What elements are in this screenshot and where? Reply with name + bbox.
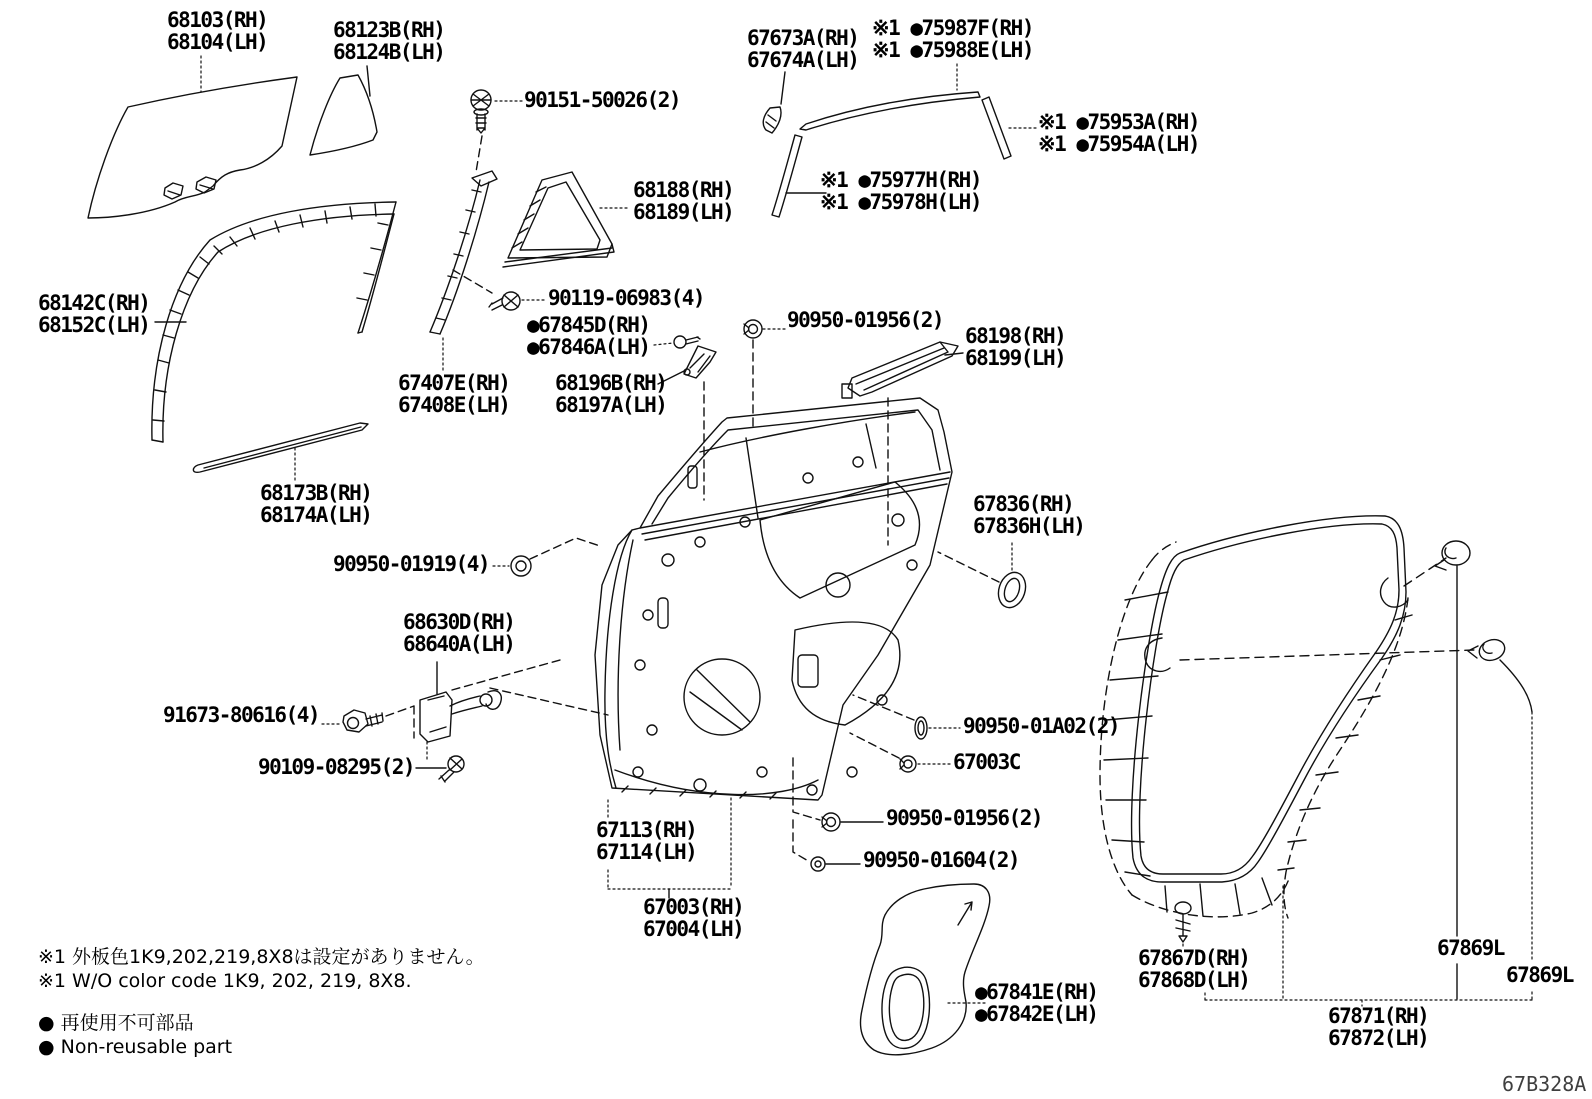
access-grommet-icon bbox=[938, 543, 1030, 611]
label-door-panel: 67113(RH) 67114(LH) bbox=[596, 818, 697, 864]
door-check-drawing bbox=[420, 660, 608, 762]
label-moulding-rear: ※1 ●75953A(RH) ※1 ●75954A(LH) bbox=[1038, 110, 1199, 156]
label-moulding-upper: ※1 ●75987F(RH) ※1 ●75988E(LH) bbox=[872, 16, 1033, 62]
belt-moulding-drawing bbox=[193, 423, 368, 481]
door-panel-drawing bbox=[595, 398, 952, 800]
grommet-upper-icon bbox=[744, 320, 785, 428]
label-access-grommet: 67836(RH) 67836H(LH) bbox=[973, 492, 1085, 538]
grommet-lower-icon bbox=[793, 758, 883, 862]
label-grommet-a02: 90950-01A02(2) bbox=[963, 714, 1120, 738]
note-color-en: ※1 W/O color code 1K9, 202, 219, 8X8. bbox=[38, 970, 412, 992]
retainer-clip-icon bbox=[1435, 541, 1470, 999]
label-door-glass: 68103(RH) 68104(LH) bbox=[167, 8, 268, 54]
belt-bracket-drawing bbox=[842, 342, 963, 545]
door-outline-hatching bbox=[1104, 592, 1412, 916]
division-screw-icon bbox=[489, 292, 545, 310]
door-glass-drawing bbox=[88, 56, 297, 218]
label-clip-2: 67869L bbox=[1506, 963, 1573, 987]
check-body-bolt-icon bbox=[322, 706, 414, 738]
label-grommet-lower: 90950-01956(2) bbox=[886, 806, 1043, 830]
label-moulding-front: ※1 ●75977H(RH) ※1 ●75978H(LH) bbox=[820, 168, 981, 214]
rear-moulding-drawing bbox=[982, 97, 1036, 159]
label-door-check: 68630D(RH) 68640A(LH) bbox=[403, 610, 515, 656]
door-outline-dashed bbox=[1100, 542, 1474, 918]
guide-clip-icon bbox=[654, 336, 700, 348]
label-division-bar: 67407E(RH) 67408E(LH) bbox=[398, 371, 510, 417]
label-frame-moulding: 67673A(RH) 67674A(LH) bbox=[747, 26, 859, 72]
quarter-glass-drawing bbox=[310, 66, 377, 155]
label-belt-bracket: 68198(RH) 68199(LH) bbox=[965, 324, 1066, 370]
grommet-67003c-icon bbox=[850, 733, 950, 772]
front-moulding-drawing bbox=[772, 135, 826, 217]
label-screw-frame: 90151-50026(2) bbox=[524, 88, 681, 112]
note-color-jp: ※1 外板色1K9,202,219,8X8は設定がありません。 bbox=[38, 946, 485, 968]
note-reuse-jp: ● 再使用不可部品 bbox=[38, 1012, 194, 1034]
grommet-a02-icon bbox=[853, 695, 960, 739]
quarter-window-drawing bbox=[503, 172, 630, 267]
grommet-side-icon bbox=[493, 538, 600, 576]
frame-screw-icon bbox=[471, 90, 522, 172]
label-clip-1: 67869L bbox=[1437, 936, 1504, 960]
note-reuse-en: ● Non-reusable part bbox=[38, 1036, 233, 1058]
label-grommet-upper: 90950-01956(2) bbox=[787, 308, 944, 332]
run-channel-drawing bbox=[152, 202, 396, 442]
check-door-bolt-icon bbox=[416, 756, 464, 782]
label-weatherstrip: 67871(RH) 67872(LH) bbox=[1328, 1004, 1429, 1050]
grommet-lower2-icon bbox=[811, 857, 860, 871]
frame-moulding-drawing bbox=[763, 72, 785, 133]
label-grommet-lower2: 90950-01604(2) bbox=[863, 848, 1020, 872]
label-door-assy: 67003(RH) 67004(LH) bbox=[643, 895, 744, 941]
label-guide-bracket: 68196B(RH) 68197A(LH) bbox=[555, 371, 667, 417]
label-quarter-glass: 68123B(RH) 68124B(LH) bbox=[333, 18, 445, 64]
weatherstrip-clip-icon bbox=[1175, 902, 1191, 947]
label-grommet-67003c: 67003C bbox=[953, 750, 1020, 774]
guide-bracket-drawing bbox=[658, 346, 716, 500]
label-weatherstrip-clip: 67867D(RH) 67868D(LH) bbox=[1138, 946, 1250, 992]
label-service-hole-cover: ●67841E(RH) ●67842E(LH) bbox=[975, 980, 1098, 1026]
division-bar-drawing bbox=[430, 171, 497, 372]
label-screw-division: 90119-06983(4) bbox=[548, 286, 705, 310]
label-bolt-check-body: 91673-80616(4) bbox=[163, 703, 320, 727]
label-belt-moulding: 68173B(RH) 68174A(LH) bbox=[260, 481, 372, 527]
service-hole-cover-drawing bbox=[861, 884, 990, 1055]
label-grommet-side: 90950-01919(4) bbox=[333, 552, 490, 576]
label-run-channel: 68142C(RH) 68152C(LH) bbox=[38, 291, 150, 337]
upper-moulding-drawing bbox=[800, 64, 980, 130]
label-quarter-window: 68188(RH) 68189(LH) bbox=[633, 178, 734, 224]
diagram-code: 67B328A bbox=[1502, 1072, 1587, 1096]
label-bolt-check-door: 90109-08295(2) bbox=[258, 755, 415, 779]
label-guide-clip: ●67845D(RH) ●67846A(LH) bbox=[527, 313, 650, 359]
